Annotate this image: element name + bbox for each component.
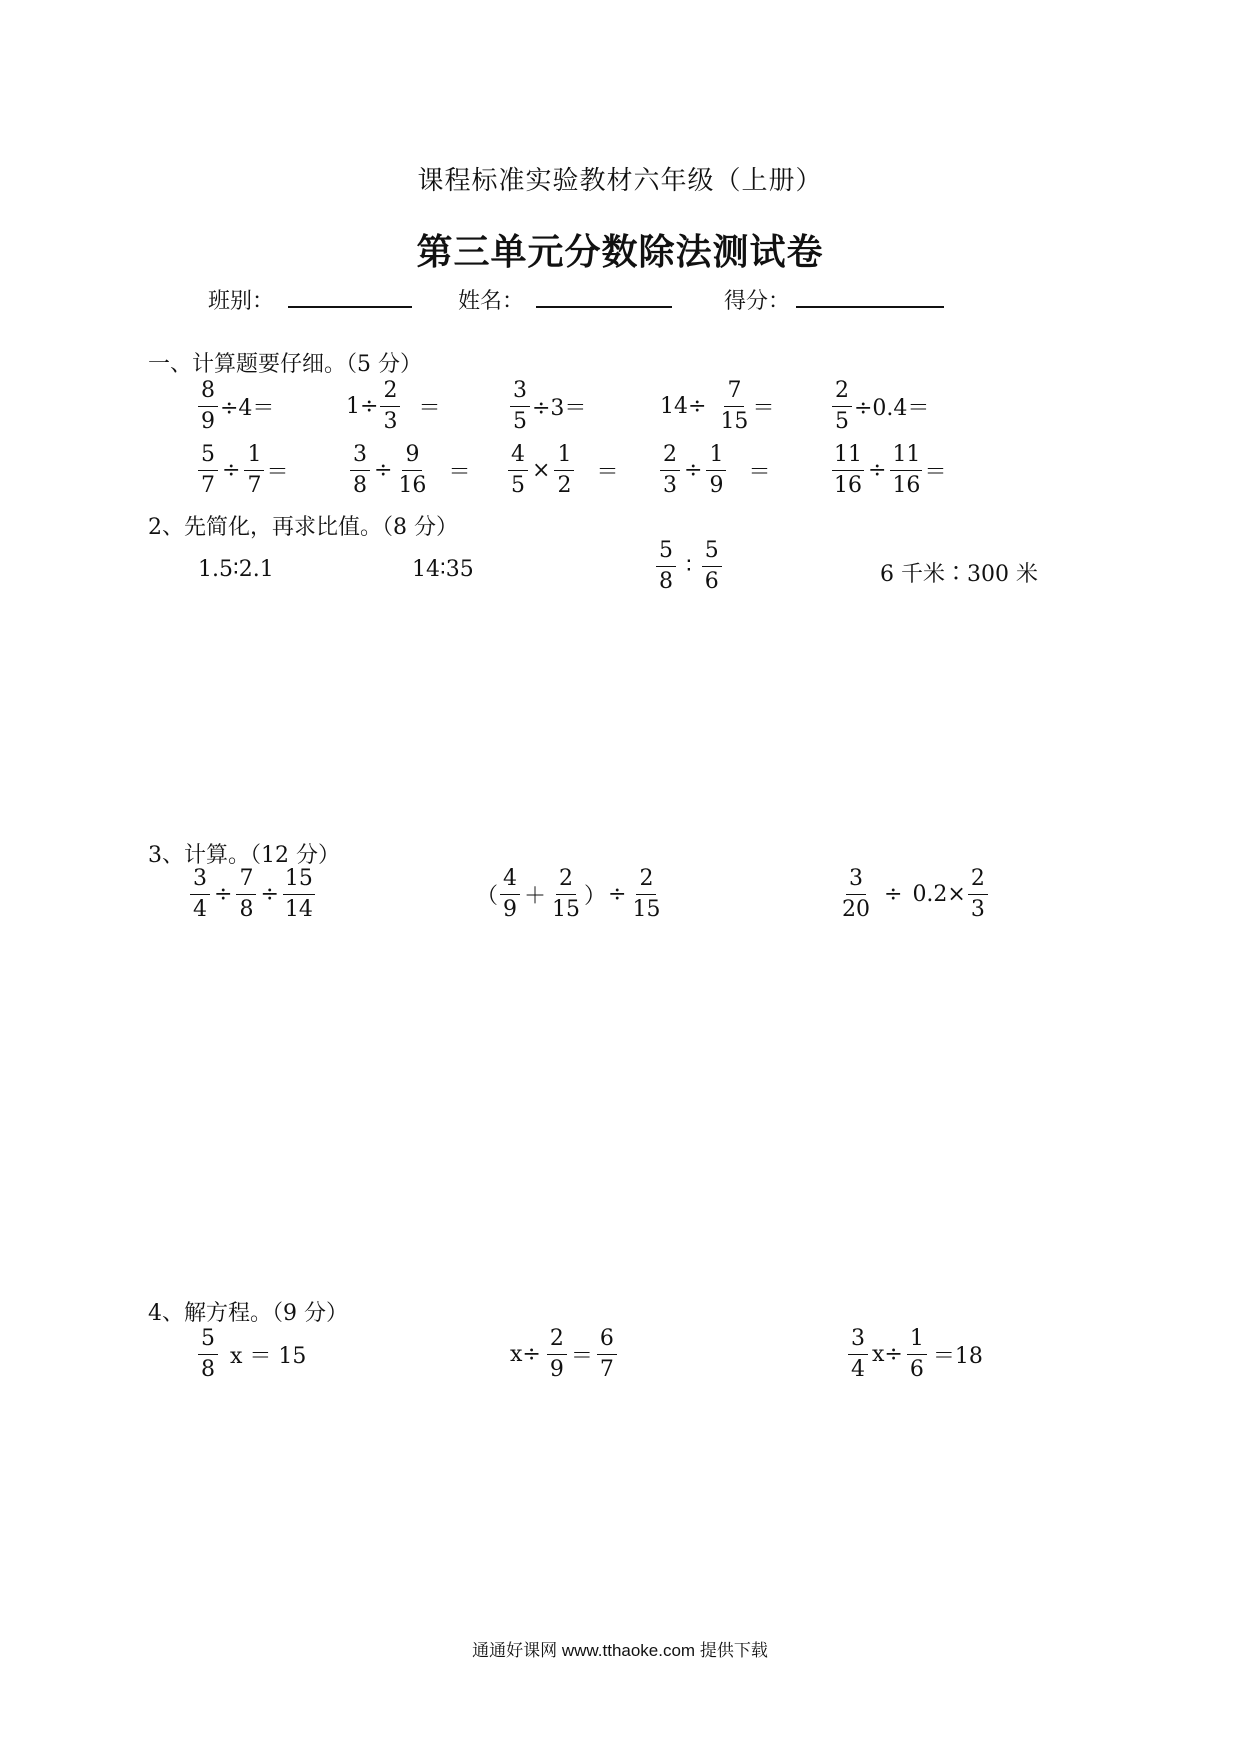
s2-item1: 1.5∶2.1 [198, 557, 274, 582]
expr-tail: ＝ [596, 460, 619, 485]
denominator: 14 [284, 897, 313, 922]
footer-credit: 通通好课网 www.tthaoke.com 提供下载 [472, 1641, 768, 1660]
fraction [190, 868, 210, 921]
operator: ÷ [260, 882, 279, 907]
section3-heading: 3、计算。（12 分） [148, 843, 340, 868]
s1-r1-item4 [660, 380, 774, 433]
fraction [840, 868, 872, 921]
numerator: 3 [510, 380, 530, 407]
operator: ÷ [884, 882, 903, 907]
s1-r2-item3 [506, 444, 618, 497]
numerator: 2 [380, 380, 400, 407]
class-label: 班别： [208, 289, 275, 314]
class-blank-line[interactable] [288, 306, 412, 308]
denominator: 4 [851, 1357, 865, 1382]
numerator: 1 [244, 444, 264, 471]
numerator: 7 [236, 868, 256, 895]
section1-heading: 一、计算题要仔细。（5 分） [148, 352, 422, 377]
expr-tail: ÷4＝ [220, 396, 275, 421]
expr-tail: ＝ [748, 460, 771, 485]
s3-expr2 [476, 868, 664, 921]
s4-equation3 [846, 1328, 983, 1381]
fraction [848, 1328, 868, 1381]
expr-tail: ＝ [752, 396, 775, 421]
expr-tail: ＝ [448, 460, 471, 485]
equation-rest: x ＝ 15 [230, 1344, 307, 1369]
s1-r1-item5 [830, 380, 929, 433]
fraction [510, 380, 530, 433]
denominator: 7 [599, 1357, 614, 1382]
denominator: 7 [201, 473, 215, 498]
expr-tail: ＝ [418, 396, 441, 421]
fraction [832, 380, 852, 433]
expr-prefix: 14÷ [660, 394, 707, 419]
score-blank-line[interactable] [796, 306, 944, 308]
s3-expr3 [838, 868, 990, 921]
denominator: 2 [557, 473, 572, 498]
denominator: 5 [513, 409, 527, 434]
numerator: 7 [724, 380, 744, 407]
page-title: 第三单元分数除法测试卷 [416, 231, 824, 273]
denominator: 7 [247, 473, 262, 498]
numerator: 2 [556, 868, 576, 895]
numerator: 3 [190, 868, 210, 895]
fraction [547, 1328, 567, 1381]
fraction [198, 444, 218, 497]
denominator: 20 [842, 897, 870, 922]
denominator: 3 [970, 897, 985, 922]
equals: ＝ [570, 1344, 593, 1369]
operator: ÷ [684, 458, 703, 483]
fraction [198, 1328, 218, 1381]
numerator: 2 [547, 1328, 567, 1355]
fraction [198, 380, 218, 433]
expr-tail: ÷0.4＝ [854, 396, 930, 421]
equation-rest: ＝18 [932, 1344, 983, 1369]
numerator: 2 [832, 380, 852, 407]
denominator: 9 [503, 897, 518, 922]
numerator: 2 [660, 444, 680, 471]
denominator: 16 [398, 473, 427, 498]
s1-r2-item5 [830, 444, 946, 497]
denominator: 8 [239, 897, 254, 922]
fraction [968, 868, 988, 921]
numerator: 1 [706, 444, 726, 471]
s1-r1-item3 [508, 380, 586, 433]
right-paren: ） [584, 884, 607, 909]
expr-tail: ÷3＝ [532, 396, 587, 421]
numerator: 15 [283, 868, 315, 895]
left-paren: （ [476, 884, 499, 909]
fraction [244, 444, 264, 497]
fraction [396, 444, 428, 497]
numerator: 6 [597, 1328, 617, 1355]
denominator: 9 [709, 473, 724, 498]
numerator: 1 [554, 444, 574, 471]
numerator: 3 [846, 868, 866, 895]
denominator: 15 [632, 897, 661, 922]
numerator: 11 [890, 444, 922, 471]
numerator: 2 [968, 868, 988, 895]
numerator: 1 [907, 1328, 927, 1355]
numerator: 5 [198, 1328, 218, 1355]
fraction [660, 444, 680, 497]
numerator: 9 [402, 444, 422, 471]
score-label: 得分： [724, 289, 791, 314]
numerator: 3 [848, 1328, 868, 1355]
s1-r1-item1 [196, 380, 274, 433]
denominator: 3 [383, 409, 398, 434]
fraction [630, 868, 662, 921]
denominator: 4 [193, 897, 207, 922]
expr-tail: ＝ [924, 460, 947, 485]
operator: ＋ [524, 884, 547, 909]
operator: ÷ [868, 458, 887, 483]
denominator: 9 [201, 409, 215, 434]
numerator: 5 [702, 540, 722, 567]
denominator: 15 [552, 897, 581, 922]
operator: ÷ [222, 458, 241, 483]
operator: ÷ [608, 882, 627, 907]
operator: ÷ [374, 458, 393, 483]
fraction [508, 444, 528, 497]
operator: ÷ [214, 882, 233, 907]
equation-middle: x÷ [872, 1342, 903, 1367]
expr-tail: ＝ [266, 460, 289, 485]
fraction [554, 444, 574, 497]
numerator: 5 [656, 540, 676, 567]
denominator: 16 [892, 473, 921, 498]
fraction [236, 868, 256, 921]
denominator: 16 [834, 473, 862, 498]
fraction [283, 868, 315, 921]
name-label: 姓名： [458, 289, 525, 314]
s4-equation2 [510, 1328, 619, 1381]
s1-r2-item4 [658, 444, 770, 497]
denominator: 5 [835, 409, 849, 434]
s3-expr1 [188, 868, 317, 921]
fraction [702, 540, 722, 593]
fraction [907, 1328, 927, 1381]
page-subtitle: 课程标准实验教材六年级（上册） [417, 166, 823, 196]
numerator: 2 [636, 868, 656, 895]
denominator: 5 [511, 473, 525, 498]
expr-middle: 0.2× [912, 882, 966, 907]
fraction [706, 444, 726, 497]
denominator: 8 [659, 569, 673, 594]
fraction [550, 868, 582, 921]
numerator: 4 [508, 444, 528, 471]
fraction [350, 444, 370, 497]
operator: × [532, 458, 551, 483]
s2-item3 [654, 540, 724, 593]
section4-heading: 4、解方程。（9 分） [148, 1301, 348, 1326]
fraction [890, 444, 922, 497]
numerator: 8 [198, 380, 218, 407]
denominator: 6 [704, 569, 719, 594]
denominator: 8 [353, 473, 367, 498]
denominator: 15 [720, 409, 749, 434]
numerator: 4 [500, 868, 520, 895]
numerator: 11 [832, 444, 864, 471]
fraction [832, 444, 864, 497]
s4-equation1 [196, 1328, 306, 1381]
name-blank-line[interactable] [536, 306, 672, 308]
section2-heading: 2、先简化，再求比值。（8 分） [148, 515, 458, 540]
fraction [380, 380, 400, 433]
equation-prefix: x÷ [510, 1342, 541, 1367]
fraction [718, 380, 750, 433]
s2-item2: 14∶35 [412, 557, 474, 582]
s1-r2-item1 [196, 444, 288, 497]
s1-r1-item2 [346, 380, 440, 433]
fraction [500, 868, 520, 921]
denominator: 6 [909, 1357, 924, 1382]
fraction [597, 1328, 617, 1381]
denominator: 8 [201, 1357, 215, 1382]
ratio-separator: ∶ [686, 554, 692, 579]
s1-r2-item2 [348, 444, 470, 497]
fraction [656, 540, 676, 593]
s2-item4: 6 千米∶300 米 [880, 562, 1038, 587]
denominator: 9 [549, 1357, 564, 1382]
numerator: 5 [198, 444, 218, 471]
numerator: 3 [350, 444, 370, 471]
expr-prefix: 1÷ [346, 394, 379, 419]
denominator: 3 [663, 473, 677, 498]
